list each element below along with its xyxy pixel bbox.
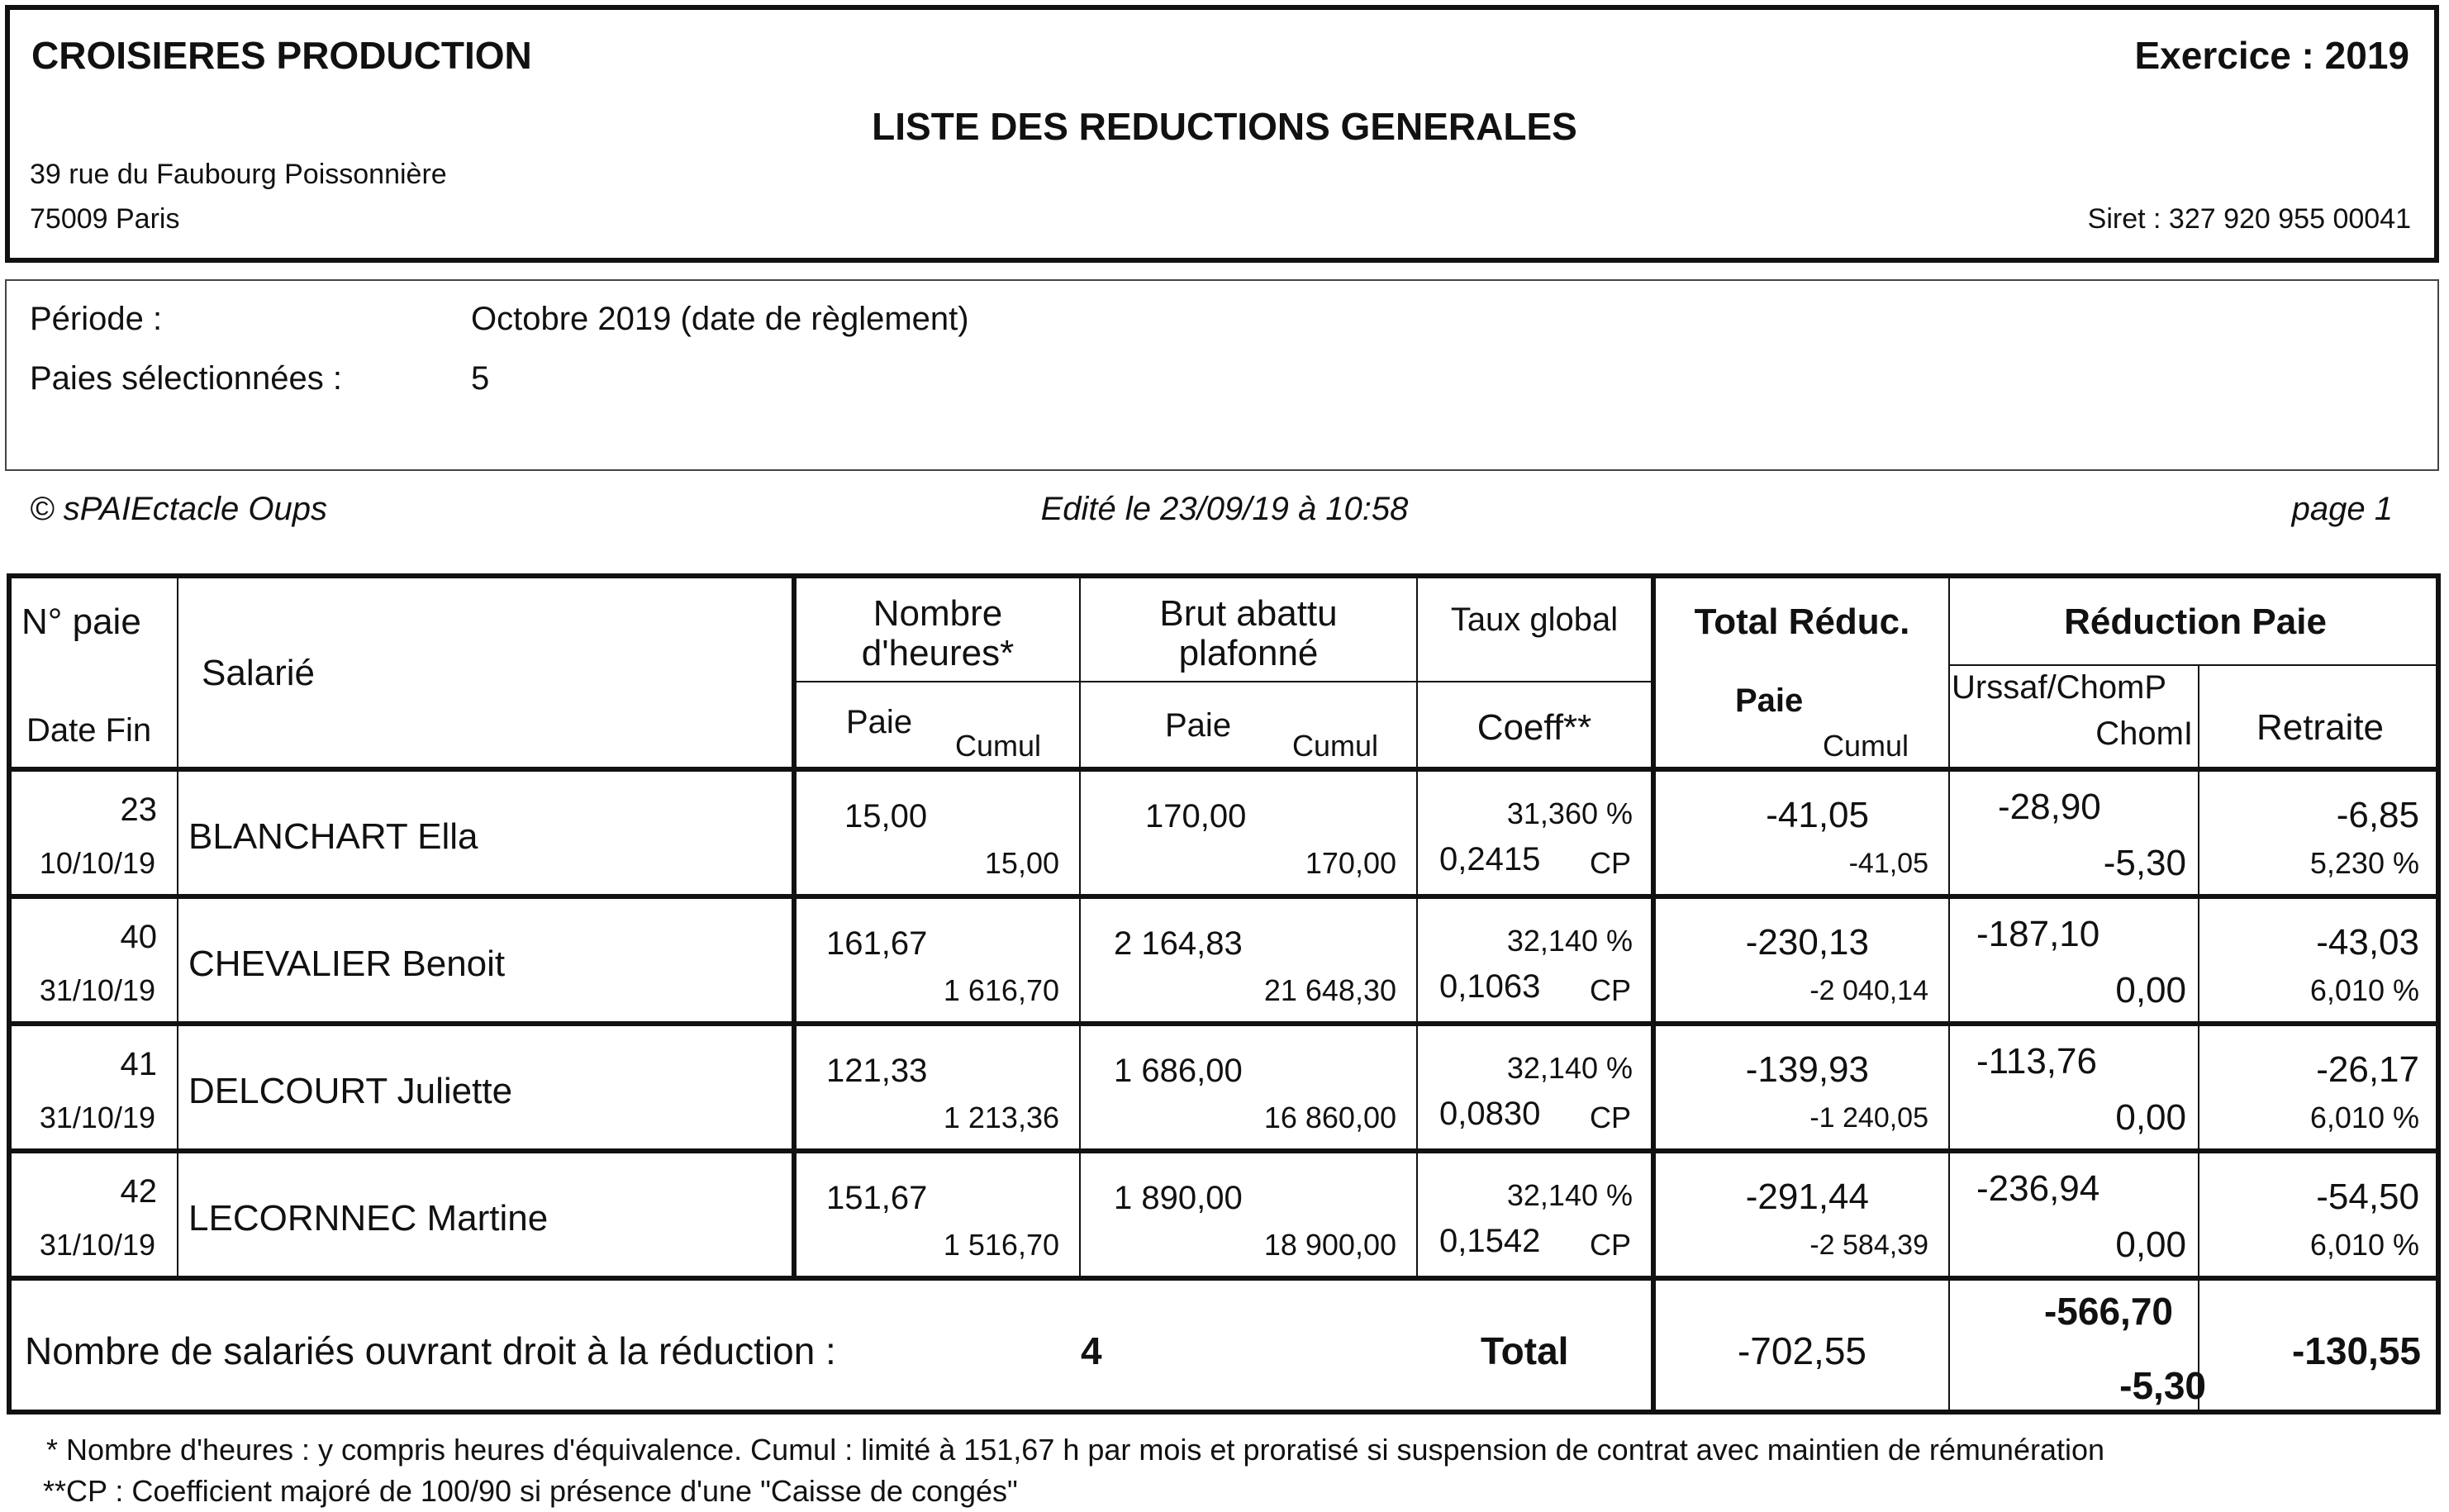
row-4-num: 42: [120, 1173, 157, 1210]
row-3-cp: CP: [1590, 1101, 1632, 1134]
col-header-heures-paie: Paie: [846, 704, 913, 740]
row-4-cp: CP: [1590, 1228, 1632, 1262]
row-4-taux: 32,140 %: [1506, 1178, 1633, 1212]
col-header-total-cumul: Cumul: [1823, 729, 1909, 763]
row-4-heures-paie: 151,67: [826, 1180, 928, 1216]
row-4-total-cumul: -2 584,39: [1809, 1229, 1928, 1261]
col-header-salarie: Salarié: [202, 653, 315, 693]
col-header-heures-1: Nombre: [873, 593, 1003, 634]
col-divider: [177, 578, 178, 1281]
row-2-chomi: 0,00: [2115, 970, 2186, 1010]
header-subdivider: [1950, 664, 2441, 666]
col-header-brut-1: Brut abattu: [1159, 593, 1338, 634]
row-1-num: 23: [120, 792, 157, 828]
col-divider: [792, 578, 797, 1281]
col-header-brut-cumul: Cumul: [1292, 729, 1379, 763]
col-header-retraite: Retraite: [2256, 707, 2385, 748]
col-header-brut-paie: Paie: [1165, 707, 1232, 744]
col-header-coeff: Coeff**: [1477, 707, 1592, 748]
report-title: LISTE DES REDUCTIONS GENERALES: [872, 105, 1577, 148]
totals-total-label: Total: [1481, 1329, 1569, 1372]
row-2-retraite-taux: 6,010 %: [2309, 973, 2419, 1007]
row-1-date: 10/10/19: [39, 846, 155, 880]
row-2-name: CHEVALIER Benoit: [188, 944, 506, 984]
row-2-brut-cumul: 21 648,30: [1263, 973, 1396, 1007]
row-1-heures-cumul: 15,00: [984, 846, 1059, 880]
col-header-brut-2: plafonné: [1178, 633, 1319, 673]
totals-retraite: -130,55: [2291, 1329, 2421, 1372]
row-1-coeff: 0,2415: [1439, 841, 1541, 877]
header-subdivider: [795, 681, 1651, 682]
row-3-urssaf: -113,76: [1976, 1041, 2097, 1082]
row-4-retraite: -54,50: [2316, 1177, 2419, 1217]
col-divider: [2198, 666, 2199, 1410]
row-3-coeff: 0,0830: [1439, 1096, 1541, 1132]
footnote-2: **CP : Coefficient majoré de 100/90 si présence d'une "Caisse de congés": [43, 1474, 1018, 1508]
row-4-urssaf: -236,94: [1976, 1168, 2100, 1209]
col-header-heures-2: d'heures*: [861, 633, 1015, 673]
row-1-total-paie: -41,05: [1766, 795, 1869, 835]
totals-total-reduc: -702,55: [1737, 1329, 1866, 1372]
col-header-taux-global: Taux global: [1450, 601, 1619, 638]
row-3-retraite: -26,17: [2316, 1049, 2419, 1090]
col-header-total-reduc: Total Réduc.: [1694, 601, 1910, 642]
row-1-brut-paie: 170,00: [1145, 798, 1247, 834]
totals-chomi: -5,30: [2119, 1364, 2206, 1407]
row-3-total-cumul: -1 240,05: [1809, 1102, 1928, 1134]
col-header-chomi: ChomI: [2095, 716, 2193, 752]
row-3-taux: 32,140 %: [1506, 1051, 1633, 1085]
col-header-num-paie: N° paie: [21, 601, 141, 642]
row-4-brut-paie: 1 890,00: [1114, 1180, 1243, 1216]
row-3-num: 41: [120, 1046, 157, 1082]
row-divider: [7, 1021, 2441, 1026]
col-header-heures-cumul: Cumul: [955, 729, 1042, 763]
row-3-heures-paie: 121,33: [826, 1053, 928, 1089]
row-2-urssaf: -187,10: [1976, 914, 2100, 954]
col-header-date-fin: Date Fin: [26, 712, 152, 749]
period-box: [5, 279, 2439, 471]
row-2-total-paie: -230,13: [1745, 922, 1869, 963]
row-2-cp: CP: [1590, 973, 1632, 1007]
row-1-urssaf: -28,90: [1998, 787, 2101, 827]
col-divider: [1948, 578, 1950, 1410]
period-value: Octobre 2019 (date de règlement): [471, 301, 969, 337]
row-1-cp: CP: [1590, 846, 1632, 880]
col-header-urssaf-chomp: Urssaf/ChomP: [1952, 669, 2167, 706]
row-3-brut-cumul: 16 860,00: [1263, 1101, 1396, 1134]
row-3-brut-paie: 1 686,00: [1114, 1053, 1243, 1089]
siret: Siret : 327 920 955 00041: [2087, 203, 2411, 235]
row-4-name: LECORNNEC Martine: [188, 1198, 549, 1239]
row-divider: [7, 894, 2441, 899]
col-header-reduction-paie: Réduction Paie: [2064, 601, 2327, 642]
row-2-heures-paie: 161,67: [826, 925, 928, 962]
row-3-name: DELCOURT Juliette: [188, 1071, 513, 1111]
row-1-brut-cumul: 170,00: [1305, 846, 1396, 880]
row-4-date: 31/10/19: [39, 1228, 155, 1262]
selected-pays-label: Paies sélectionnées :: [30, 360, 343, 397]
edited-date: Edité le 23/09/19 à 10:58: [1040, 491, 1409, 527]
row-1-retraite-taux: 5,230 %: [2309, 846, 2419, 880]
row-2-num: 40: [120, 919, 157, 955]
row-1-taux: 31,360 %: [1506, 796, 1633, 830]
company-name: CROISIERES PRODUCTION: [31, 34, 532, 77]
row-2-total-cumul: -2 040,14: [1809, 975, 1928, 1006]
row-2-date: 31/10/19: [39, 973, 155, 1007]
row-2-retraite: -43,03: [2316, 922, 2419, 963]
row-1-retraite: -6,85: [2336, 795, 2419, 835]
row-divider: [7, 1148, 2441, 1153]
row-3-heures-cumul: 1 213,36: [943, 1101, 1059, 1134]
period-label: Période :: [30, 301, 163, 337]
col-header-total-paie: Paie: [1735, 682, 1804, 719]
totals-urssaf: -566,70: [2043, 1290, 2173, 1333]
totals-count: 4: [1081, 1329, 1102, 1372]
totals-label: Nombre de salariés ouvrant droit à la réduction :: [25, 1329, 836, 1372]
footnote-1: * Nombre d'heures : y compris heures d'équivalence. Cumul : limité à 151,67 h par mois et proratisé si suspension de contrat avec maintien de rémunération: [46, 1433, 2105, 1467]
row-divider: [7, 767, 2441, 772]
row-divider: [7, 1276, 2441, 1281]
row-4-total-paie: -291,44: [1745, 1177, 1869, 1217]
exercise-year: Exercice : 2019: [2134, 34, 2409, 77]
address-line1: 39 rue du Faubourg Poissonnière: [30, 159, 447, 190]
col-divider: [1416, 578, 1418, 1281]
row-2-heures-cumul: 1 616,70: [943, 973, 1059, 1007]
row-2-coeff: 0,1063: [1439, 968, 1541, 1005]
col-divider: [1651, 578, 1656, 1410]
page-number: page 1: [2291, 491, 2393, 527]
copyright: © sPAIEctacle Oups: [30, 491, 327, 527]
row-3-chomi: 0,00: [2115, 1097, 2186, 1138]
row-1-total-cumul: -41,05: [1848, 848, 1928, 879]
row-4-retraite-taux: 6,010 %: [2309, 1228, 2419, 1262]
row-1-name: BLANCHART Ella: [188, 816, 478, 857]
row-1-chomi: -5,30: [2103, 843, 2186, 883]
row-3-total-paie: -139,93: [1745, 1049, 1869, 1090]
row-4-chomi: 0,00: [2115, 1224, 2186, 1265]
row-3-date: 31/10/19: [39, 1101, 155, 1134]
row-4-coeff: 0,1542: [1439, 1223, 1541, 1259]
row-2-taux: 32,140 %: [1506, 924, 1633, 958]
row-3-retraite-taux: 6,010 %: [2309, 1101, 2419, 1134]
row-4-brut-cumul: 18 900,00: [1263, 1228, 1396, 1262]
row-1-heures-paie: 15,00: [844, 798, 928, 834]
selected-pays-value: 5: [471, 360, 490, 397]
row-2-brut-paie: 2 164,83: [1114, 925, 1243, 962]
address-line2: 75009 Paris: [30, 203, 180, 235]
col-divider: [1079, 578, 1081, 1281]
row-4-heures-cumul: 1 516,70: [943, 1228, 1059, 1262]
